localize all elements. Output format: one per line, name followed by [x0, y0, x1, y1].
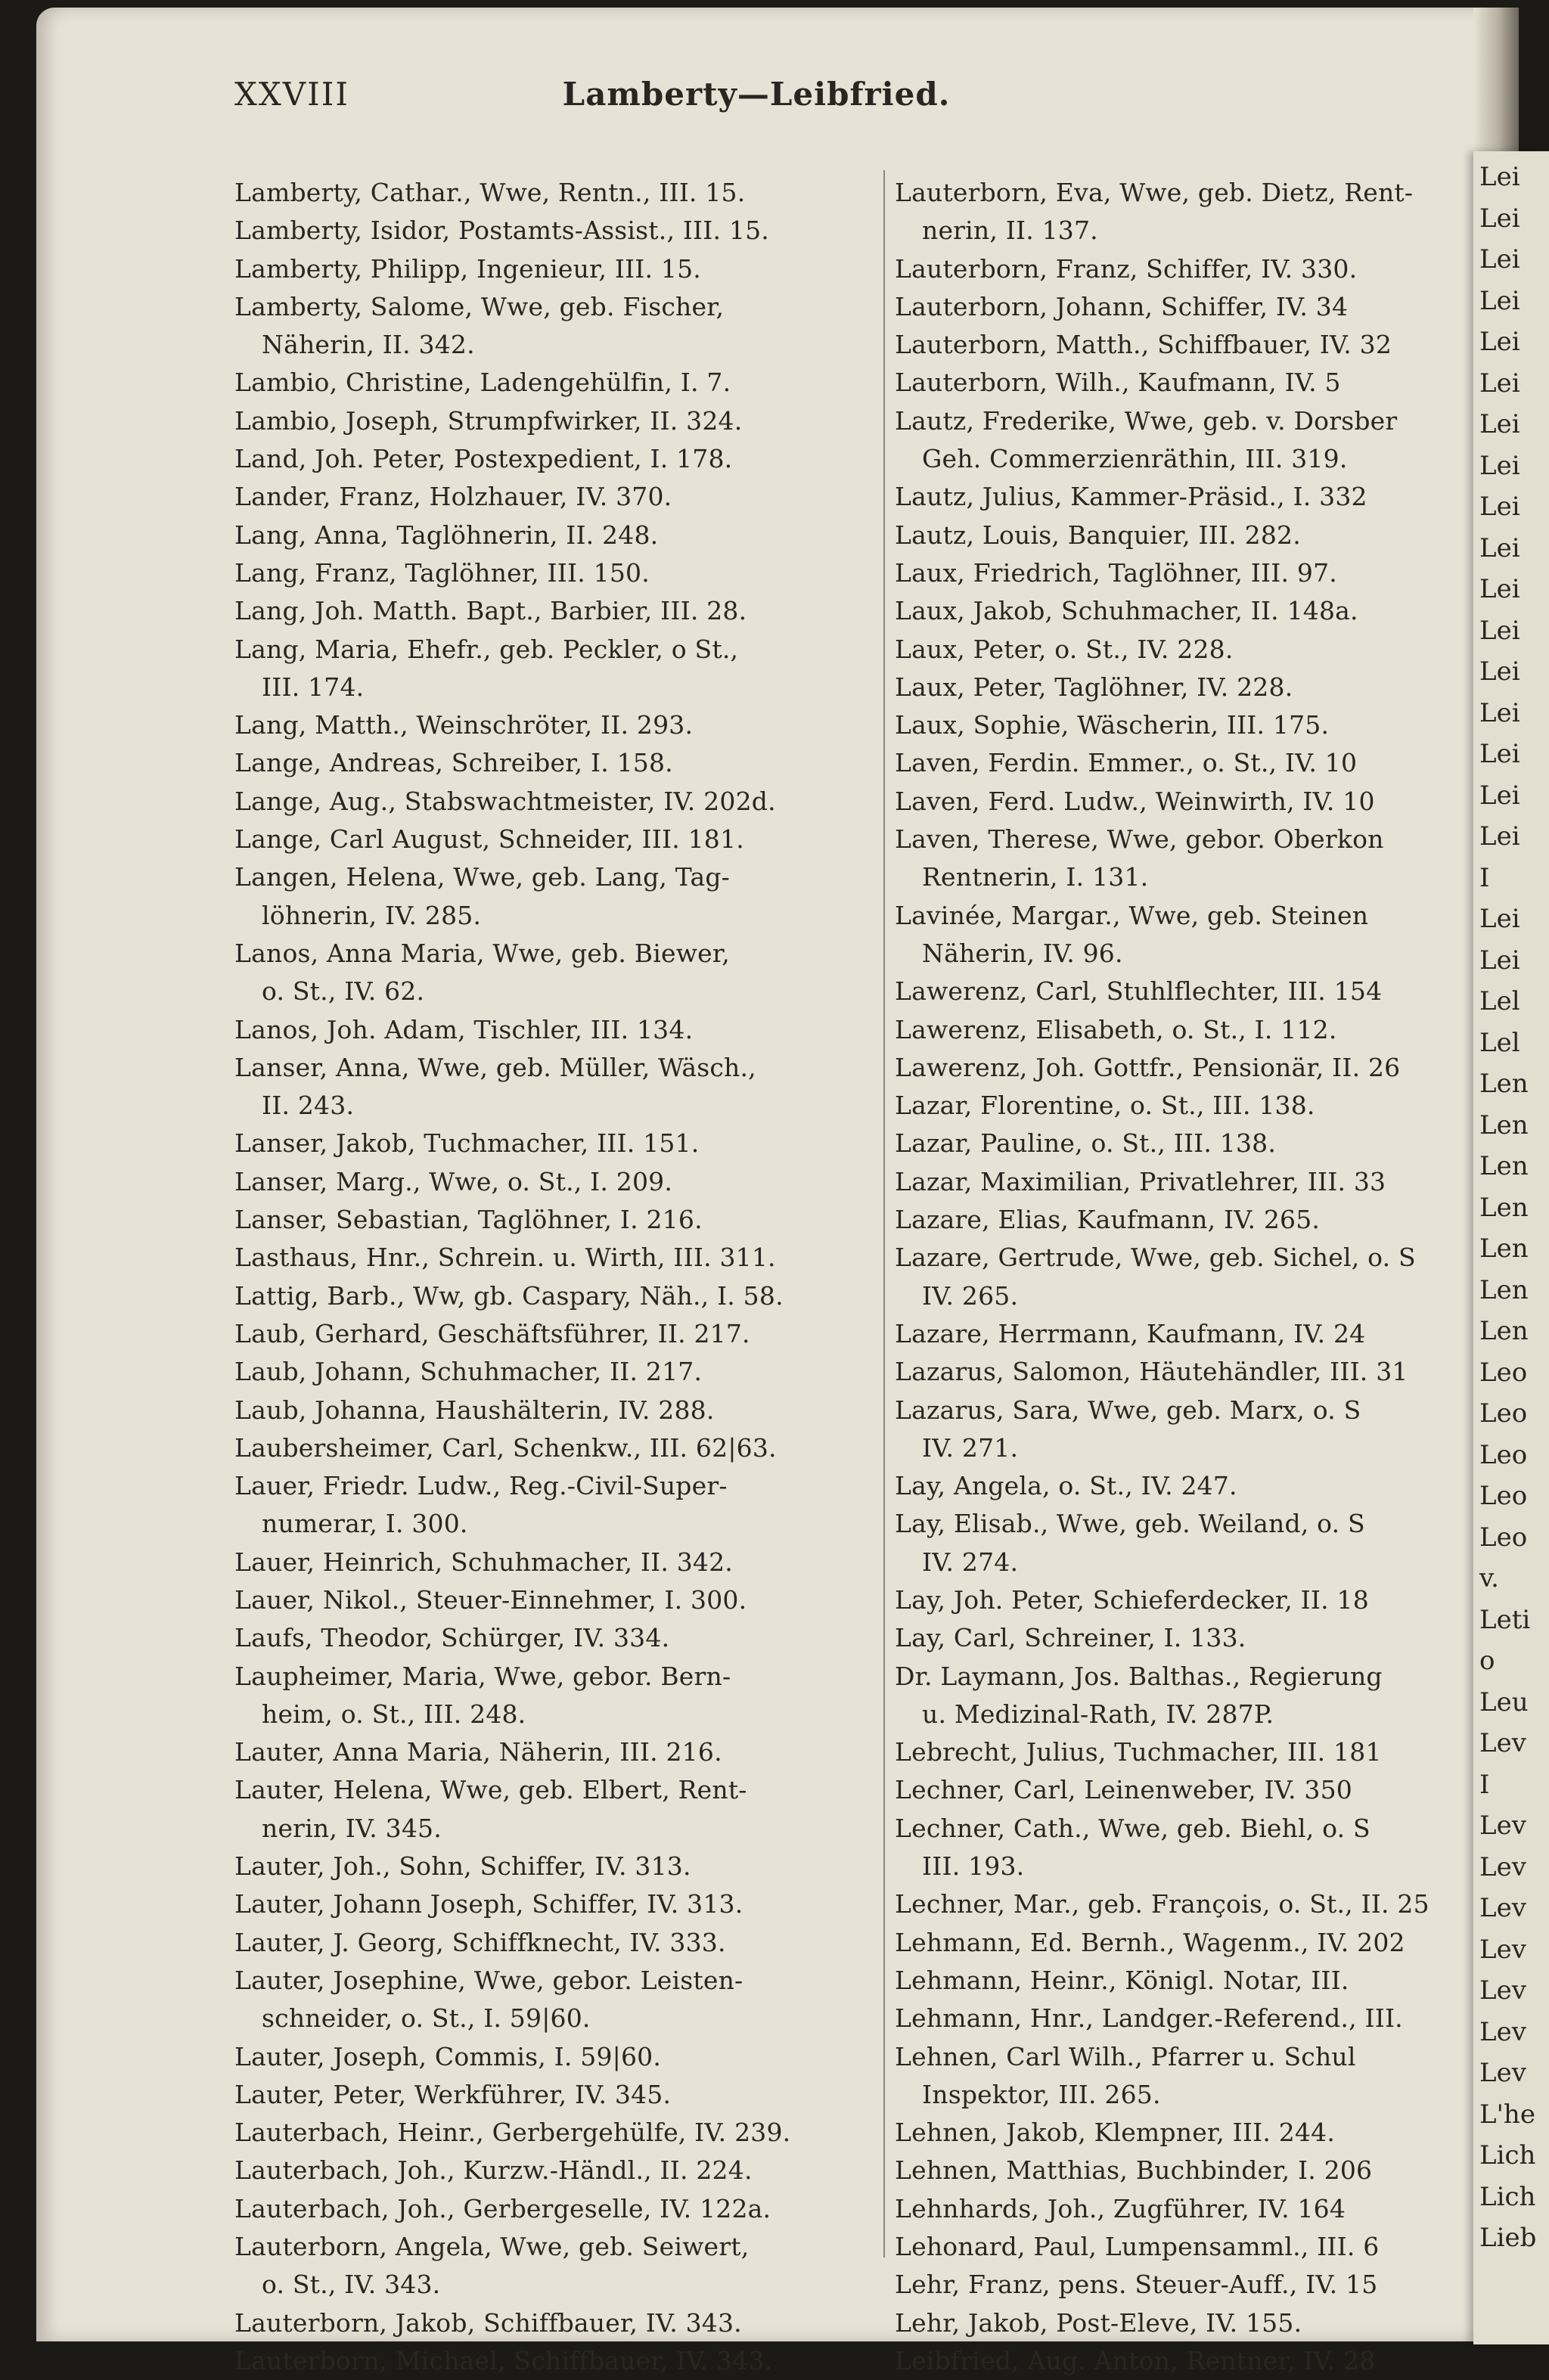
next-page-fragment: I: [1479, 1769, 1490, 1800]
next-page-fragment: Lei: [1479, 739, 1520, 769]
directory-entry: Lautz, Frederike, Wwe, geb. v. Dorsber: [895, 405, 1398, 436]
directory-entry: Laven, Therese, Wwe, gebor. Oberkon: [895, 824, 1384, 855]
next-page-fragment: Len: [1479, 1233, 1529, 1264]
next-page-fragment: Len: [1479, 1069, 1529, 1099]
next-page-fragment: Lel: [1479, 986, 1520, 1016]
directory-entry: Lasthaus, Hnr., Schrein. u. Wirth, III. 311.: [234, 1243, 776, 1273]
next-page-fragment: Lei: [1479, 492, 1520, 522]
directory-entry: Lauterborn, Eva, Wwe, geb. Dietz, Rent-: [895, 178, 1414, 207]
directory-entry: Lay, Joh. Peter, Schieferdecker, II. 18: [895, 1584, 1369, 1615]
directory-entry: Laub, Johann, Schuhmacher, II. 217.: [234, 1357, 703, 1387]
directory-entry: Lambio, Christine, Ladengehülfin, I. 7.: [234, 368, 731, 398]
directory-entry: Lehmann, Ed. Bernh., Wagenm., IV. 202: [895, 1927, 1405, 1957]
directory-entry: Lehmann, Heinr., Königl. Notar, III.: [895, 1965, 1349, 1995]
directory-entry: Lehnhards, Joh., Zugführer, IV. 164: [895, 2193, 1346, 2223]
directory-entry: Lauer, Nikol., Steuer-Einnehmer, I. 300.: [234, 1584, 747, 1615]
directory-entry-continuation: heim, o. St., III. 248.: [262, 1699, 526, 1729]
directory-entry: Lauter, Josephine, Wwe, gebor. Leisten-: [234, 1965, 743, 1995]
page-number: XXVIII: [234, 76, 349, 113]
directory-entry-continuation: IV. 274.: [922, 1547, 1019, 1577]
directory-entry-continuation: nerin, IV. 345.: [262, 1813, 442, 1843]
directory-entry: Laven, Ferd. Ludw., Weinwirth, IV. 10: [895, 786, 1375, 816]
directory-entry: Lauter, Joh., Sohn, Schiffer, IV. 313.: [234, 1851, 691, 1882]
next-page-fragment: Lei: [1479, 904, 1520, 934]
next-page-fragment: Lei: [1479, 656, 1520, 687]
next-page-fragment: Lei: [1479, 409, 1520, 439]
next-page-fragment: Lev: [1479, 2058, 1526, 2088]
directory-entry: Laux, Sophie, Wäscherin, III. 175.: [895, 710, 1330, 740]
next-page-fragment: Lieb: [1479, 2223, 1537, 2253]
directory-entry-continuation: u. Medizinal-Rath, IV. 287P.: [922, 1699, 1274, 1729]
next-page-fragment: Lev: [1479, 1851, 1526, 1882]
directory-entry-continuation: Rentnerin, I. 131.: [922, 862, 1149, 892]
directory-entry: Lander, Franz, Holzhauer, IV. 370.: [234, 482, 672, 512]
next-page-fragment: Len: [1479, 1192, 1529, 1223]
directory-entry: Lechner, Mar., geb. François, o. St., II. 25: [895, 1889, 1429, 1919]
directory-entry: Lehr, Jakob, Post-Eleve, IV. 155.: [895, 2307, 1302, 2338]
next-page-fragment: Lei: [1479, 821, 1520, 852]
next-page-fragment: Leo: [1479, 1439, 1528, 1470]
directory-entry-continuation: III. 193.: [922, 1851, 1025, 1882]
left-column: [234, 174, 851, 2380]
next-page-fragment: Lei: [1479, 615, 1520, 646]
directory-entry: Lang, Matth., Weinschröter, II. 293.: [234, 710, 694, 740]
directory-entry: Lauter, Johann Joseph, Schiffer, IV. 313.: [234, 1889, 743, 1919]
book-page: [36, 8, 1537, 2375]
next-page-fragment: Leo: [1479, 1398, 1528, 1429]
directory-entry: Lauterborn, Jakob, Schiffbauer, IV. 343.: [234, 2307, 742, 2338]
directory-entry: Lechner, Cath., Wwe, geb. Biehl, o. S: [895, 1813, 1371, 1843]
directory-entry: Lazare, Elias, Kaufmann, IV. 265.: [895, 1205, 1321, 1235]
directory-entry: Lauterbach, Joh., Gerbergeselle, IV. 122a.: [234, 2193, 771, 2223]
next-page-fragment: Lev: [1479, 1975, 1526, 2006]
next-page-fragment: v.: [1479, 1563, 1499, 1593]
directory-entry: Lauter, Helena, Wwe, geb. Elbert, Rent-: [234, 1775, 747, 1805]
directory-entry: Lauter, Peter, Werkführer, IV. 345.: [234, 2079, 672, 2109]
next-page-fragment: Lich: [1479, 2140, 1536, 2171]
directory-entry: Laupheimer, Maria, Wwe, gebor. Bern-: [234, 1661, 731, 1691]
directory-entry: Lamberty, Salome, Wwe, geb. Fischer,: [234, 291, 725, 321]
next-page-fragment: Lei: [1479, 368, 1520, 399]
directory-entry: Laufs, Theodor, Schürger, IV. 334.: [234, 1623, 670, 1653]
next-page-fragment: L'he: [1479, 2099, 1535, 2130]
directory-entry: Lauterborn, Angela, Wwe, geb. Seiwert,: [234, 2232, 750, 2262]
directory-entry-continuation: II. 243.: [262, 1091, 355, 1121]
directory-entry: Laux, Friedrich, Taglöhner, III. 97.: [895, 557, 1337, 588]
directory-entry: Lauterborn, Franz, Schiffer, IV. 330.: [895, 253, 1358, 284]
directory-entry: Lanos, Joh. Adam, Tischler, III. 134.: [234, 1014, 694, 1044]
page-header: [234, 76, 1505, 121]
directory-entry: Lang, Maria, Ehefr., geb. Peckler, o St.,: [234, 634, 739, 664]
directory-entry: Lamberty, Isidor, Postamts-Assist., III. 15.: [234, 216, 769, 246]
directory-entry: Lehmann, Hnr., Landger.-Referend., III.: [895, 2003, 1403, 2034]
directory-entry-continuation: nerin, II. 137.: [922, 216, 1098, 246]
directory-entry: Lamberty, Cathar., Wwe, Rentn., III. 15.: [234, 178, 746, 207]
directory-entry: Lauer, Friedr. Ludw., Reg.-Civil-Super-: [234, 1471, 728, 1501]
next-page-fragment: Leu: [1479, 1686, 1529, 1718]
directory-entry: Lange, Andreas, Schreiber, I. 158.: [234, 748, 673, 778]
directory-entry: Lauterbach, Joh., Kurzw.-Händl., II. 224.: [234, 2155, 753, 2186]
next-page-fragment: Lei: [1479, 327, 1520, 357]
directory-entry: Lauter, Anna Maria, Näherin, III. 216.: [234, 1737, 722, 1767]
next-page-fragment: Len: [1479, 1274, 1529, 1305]
directory-entry: Lauterborn, Johann, Schiffer, IV. 34: [895, 291, 1349, 321]
directory-entry-continuation: o. St., IV. 62.: [262, 976, 425, 1007]
directory-entry: Lehonard, Paul, Lumpensamml., III. 6: [895, 2232, 1380, 2262]
next-page-fragment: Leti: [1479, 1604, 1531, 1635]
directory-entry: Lauterbach, Heinr., Gerbergehülfe, IV. 239.: [234, 2118, 791, 2148]
next-page-fragment: Leo: [1479, 1522, 1528, 1553]
directory-entry: Lavinée, Margar., Wwe, geb. Steinen: [895, 900, 1369, 930]
directory-entry: Lazare, Herrmann, Kaufmann, IV. 24: [895, 1318, 1366, 1348]
next-page-fragment: Lev: [1479, 1934, 1526, 1965]
next-page-fragment: Lei: [1479, 203, 1520, 234]
directory-entry: Lauterborn, Wilh., Kaufmann, IV. 5: [895, 368, 1341, 398]
directory-entry: Lawerenz, Elisabeth, o. St., I. 112.: [895, 1014, 1337, 1044]
next-page-fragment: o: [1479, 1646, 1495, 1676]
directory-entry: Laux, Jakob, Schuhmacher, II. 148a.: [895, 596, 1358, 626]
next-page-fragment: Lei: [1479, 574, 1520, 604]
directory-entry: Lay, Carl, Schreiner, I. 133.: [895, 1623, 1246, 1653]
next-page-fragment: Lei: [1479, 285, 1520, 316]
next-page-fragment: Lev: [1479, 1728, 1526, 1758]
next-page-fragment: Lei: [1479, 945, 1520, 976]
next-page-fragment: Lei: [1479, 162, 1520, 192]
directory-entry-continuation: schneider, o. St., I. 59|60.: [262, 2003, 591, 2034]
directory-entry-continuation: Inspektor, III. 265.: [922, 2079, 1161, 2109]
directory-entry: Lanser, Jakob, Tuchmacher, III. 151.: [234, 1128, 700, 1159]
directory-entry: Lazar, Florentine, o. St., III. 138.: [895, 1091, 1315, 1121]
directory-entry: Lang, Joh. Matth. Bapt., Barbier, III. 28.: [234, 596, 747, 626]
next-page-fragment: Lev: [1479, 2016, 1526, 2047]
next-page-fragment: Lev: [1479, 1811, 1526, 1841]
next-page-fragment: Leo: [1479, 1357, 1528, 1388]
next-page-fragment: Lei: [1479, 697, 1520, 728]
next-page-fragment: Lel: [1479, 1027, 1520, 1058]
next-page-fragment: I: [1479, 862, 1490, 893]
directory-entry: Lautz, Louis, Banquier, III. 282.: [895, 520, 1301, 550]
directory-entry: Lauer, Heinrich, Schuhmacher, II. 342.: [234, 1547, 733, 1577]
directory-entry: Lechner, Carl, Leinenweber, IV. 350: [895, 1775, 1352, 1805]
directory-entry: Lauterborn, Michael, Schiffbauer, IV. 343.: [234, 2345, 773, 2375]
right-column: [895, 174, 1485, 2380]
directory-entry: Langen, Helena, Wwe, geb. Lang, Tag-: [234, 862, 731, 892]
directory-entry: Lazarus, Salomon, Häutehändler, III. 31: [895, 1357, 1408, 1387]
directory-entry: Lehnen, Matthias, Buchbinder, I. 206: [895, 2155, 1373, 2186]
directory-entry: Laub, Gerhard, Geschäftsführer, II. 217.: [234, 1318, 750, 1348]
directory-entry: Lawerenz, Carl, Stuhlflechter, III. 154: [895, 976, 1383, 1007]
directory-entry-continuation: III. 174.: [262, 672, 365, 702]
directory-entry: Lange, Aug., Stabswachtmeister, IV. 202d.: [234, 786, 776, 816]
directory-entry-continuation: o. St., IV. 343.: [262, 2270, 441, 2300]
directory-entry: Leibfried, Aug. Anton, Rentner, IV. 28: [895, 2345, 1376, 2375]
directory-entry: Land, Joh. Peter, Postexpedient, I. 178.: [234, 444, 733, 474]
directory-entry: Lattig, Barb., Ww, gb. Caspary, Näh., I. 58.: [234, 1280, 784, 1311]
directory-entry-continuation: numerar, I. 300.: [262, 1509, 468, 1539]
next-page-fragment: Lei: [1479, 450, 1520, 481]
next-page-fragment: Lei: [1479, 532, 1520, 563]
directory-entry: Lehnen, Carl Wilh., Pfarrer u. Schul: [895, 2041, 1356, 2071]
directory-entry: Lanser, Sebastian, Taglöhner, I. 216.: [234, 1205, 703, 1235]
directory-entry: Laub, Johanna, Haushälterin, IV. 288.: [234, 1395, 715, 1425]
next-page-fragment: Len: [1479, 1316, 1529, 1346]
directory-entry: Dr. Laymann, Jos. Balthas., Regierung: [895, 1661, 1383, 1691]
directory-entry: Lazarus, Sara, Wwe, geb. Marx, o. S: [895, 1395, 1361, 1425]
directory-entry: Lauter, J. Georg, Schiffknecht, IV. 333.: [234, 1927, 726, 1957]
directory-entry: Lanos, Anna Maria, Wwe, geb. Biewer,: [234, 938, 730, 968]
next-page-fragment: Lev: [1479, 1893, 1526, 1923]
directory-entry: Lanser, Anna, Wwe, geb. Müller, Wäsch.,: [234, 1052, 756, 1082]
directory-entry: Lawerenz, Joh. Gottfr., Pensionär, II. 26: [895, 1052, 1401, 1082]
next-page-fragment: Lich: [1479, 2181, 1536, 2212]
directory-entry: Laubersheimer, Carl, Schenkw., III. 62|63.: [234, 1432, 777, 1463]
directory-entry-continuation: IV. 271.: [922, 1432, 1019, 1463]
directory-entry: Lazare, Gertrude, Wwe, geb. Sichel, o. S: [895, 1243, 1416, 1273]
directory-entry: Lange, Carl August, Schneider, III. 181.: [234, 824, 744, 855]
directory-entry-continuation: Geh. Commerzienräthin, III. 319.: [922, 444, 1348, 474]
directory-entry-continuation: IV. 265.: [922, 1280, 1019, 1311]
directory-entry: Lanser, Marg., Wwe, o. St., I. 209.: [234, 1166, 673, 1196]
next-page-fragment: Len: [1479, 1109, 1529, 1140]
directory-entry: Lang, Anna, Taglöhnerin, II. 248.: [234, 520, 659, 550]
directory-entry-continuation: Näherin, II. 342.: [262, 330, 475, 360]
directory-entry: Laven, Ferdin. Emmer., o. St., IV. 10: [895, 748, 1358, 778]
directory-entry-continuation: löhnerin, IV. 285.: [262, 900, 482, 930]
directory-entry: Lazar, Maximilian, Privatlehrer, III. 33: [895, 1166, 1386, 1196]
directory-entry: Lauter, Joseph, Commis, I. 59|60.: [234, 2041, 662, 2071]
column-divider: [883, 170, 885, 2257]
directory-entry: Laux, Peter, o. St., IV. 228.: [895, 634, 1234, 664]
directory-entry: Lehr, Franz, pens. Steuer-Auff., IV. 15: [895, 2270, 1378, 2300]
next-page-fragment: Len: [1479, 1151, 1529, 1181]
directory-entry: Lauterborn, Matth., Schiffbauer, IV. 32: [895, 330, 1392, 360]
directory-entry: Lay, Angela, o. St., IV. 247.: [895, 1471, 1237, 1501]
running-head: Lamberty—Leibfried.: [562, 76, 951, 113]
directory-entry: Lamberty, Philipp, Ingenieur, III. 15.: [234, 253, 701, 284]
directory-entry: Lehnen, Jakob, Klempner, III. 244.: [895, 2118, 1336, 2148]
next-page-fragment: Lei: [1479, 780, 1520, 811]
directory-entry: Lazar, Pauline, o. St., III. 138.: [895, 1128, 1277, 1159]
directory-entry: Lang, Franz, Taglöhner, III. 150.: [234, 557, 650, 588]
directory-entry: Lautz, Julius, Kammer-Präsid., I. 332: [895, 482, 1367, 512]
directory-entry: Lebrecht, Julius, Tuchmacher, III. 181: [895, 1737, 1382, 1767]
directory-entry: Laux, Peter, Taglöhner, IV. 228.: [895, 672, 1293, 702]
directory-entry: Lambio, Joseph, Strumpfwirker, II. 324.: [234, 405, 743, 436]
next-page-edge: [1473, 151, 1549, 2344]
directory-entry: Lay, Elisab., Wwe, geb. Weiland, o. S: [895, 1509, 1365, 1539]
next-page-fragment: Lei: [1479, 244, 1520, 275]
next-page-fragment: Leo: [1479, 1481, 1528, 1511]
directory-entry-continuation: Näherin, IV. 96.: [922, 938, 1123, 968]
